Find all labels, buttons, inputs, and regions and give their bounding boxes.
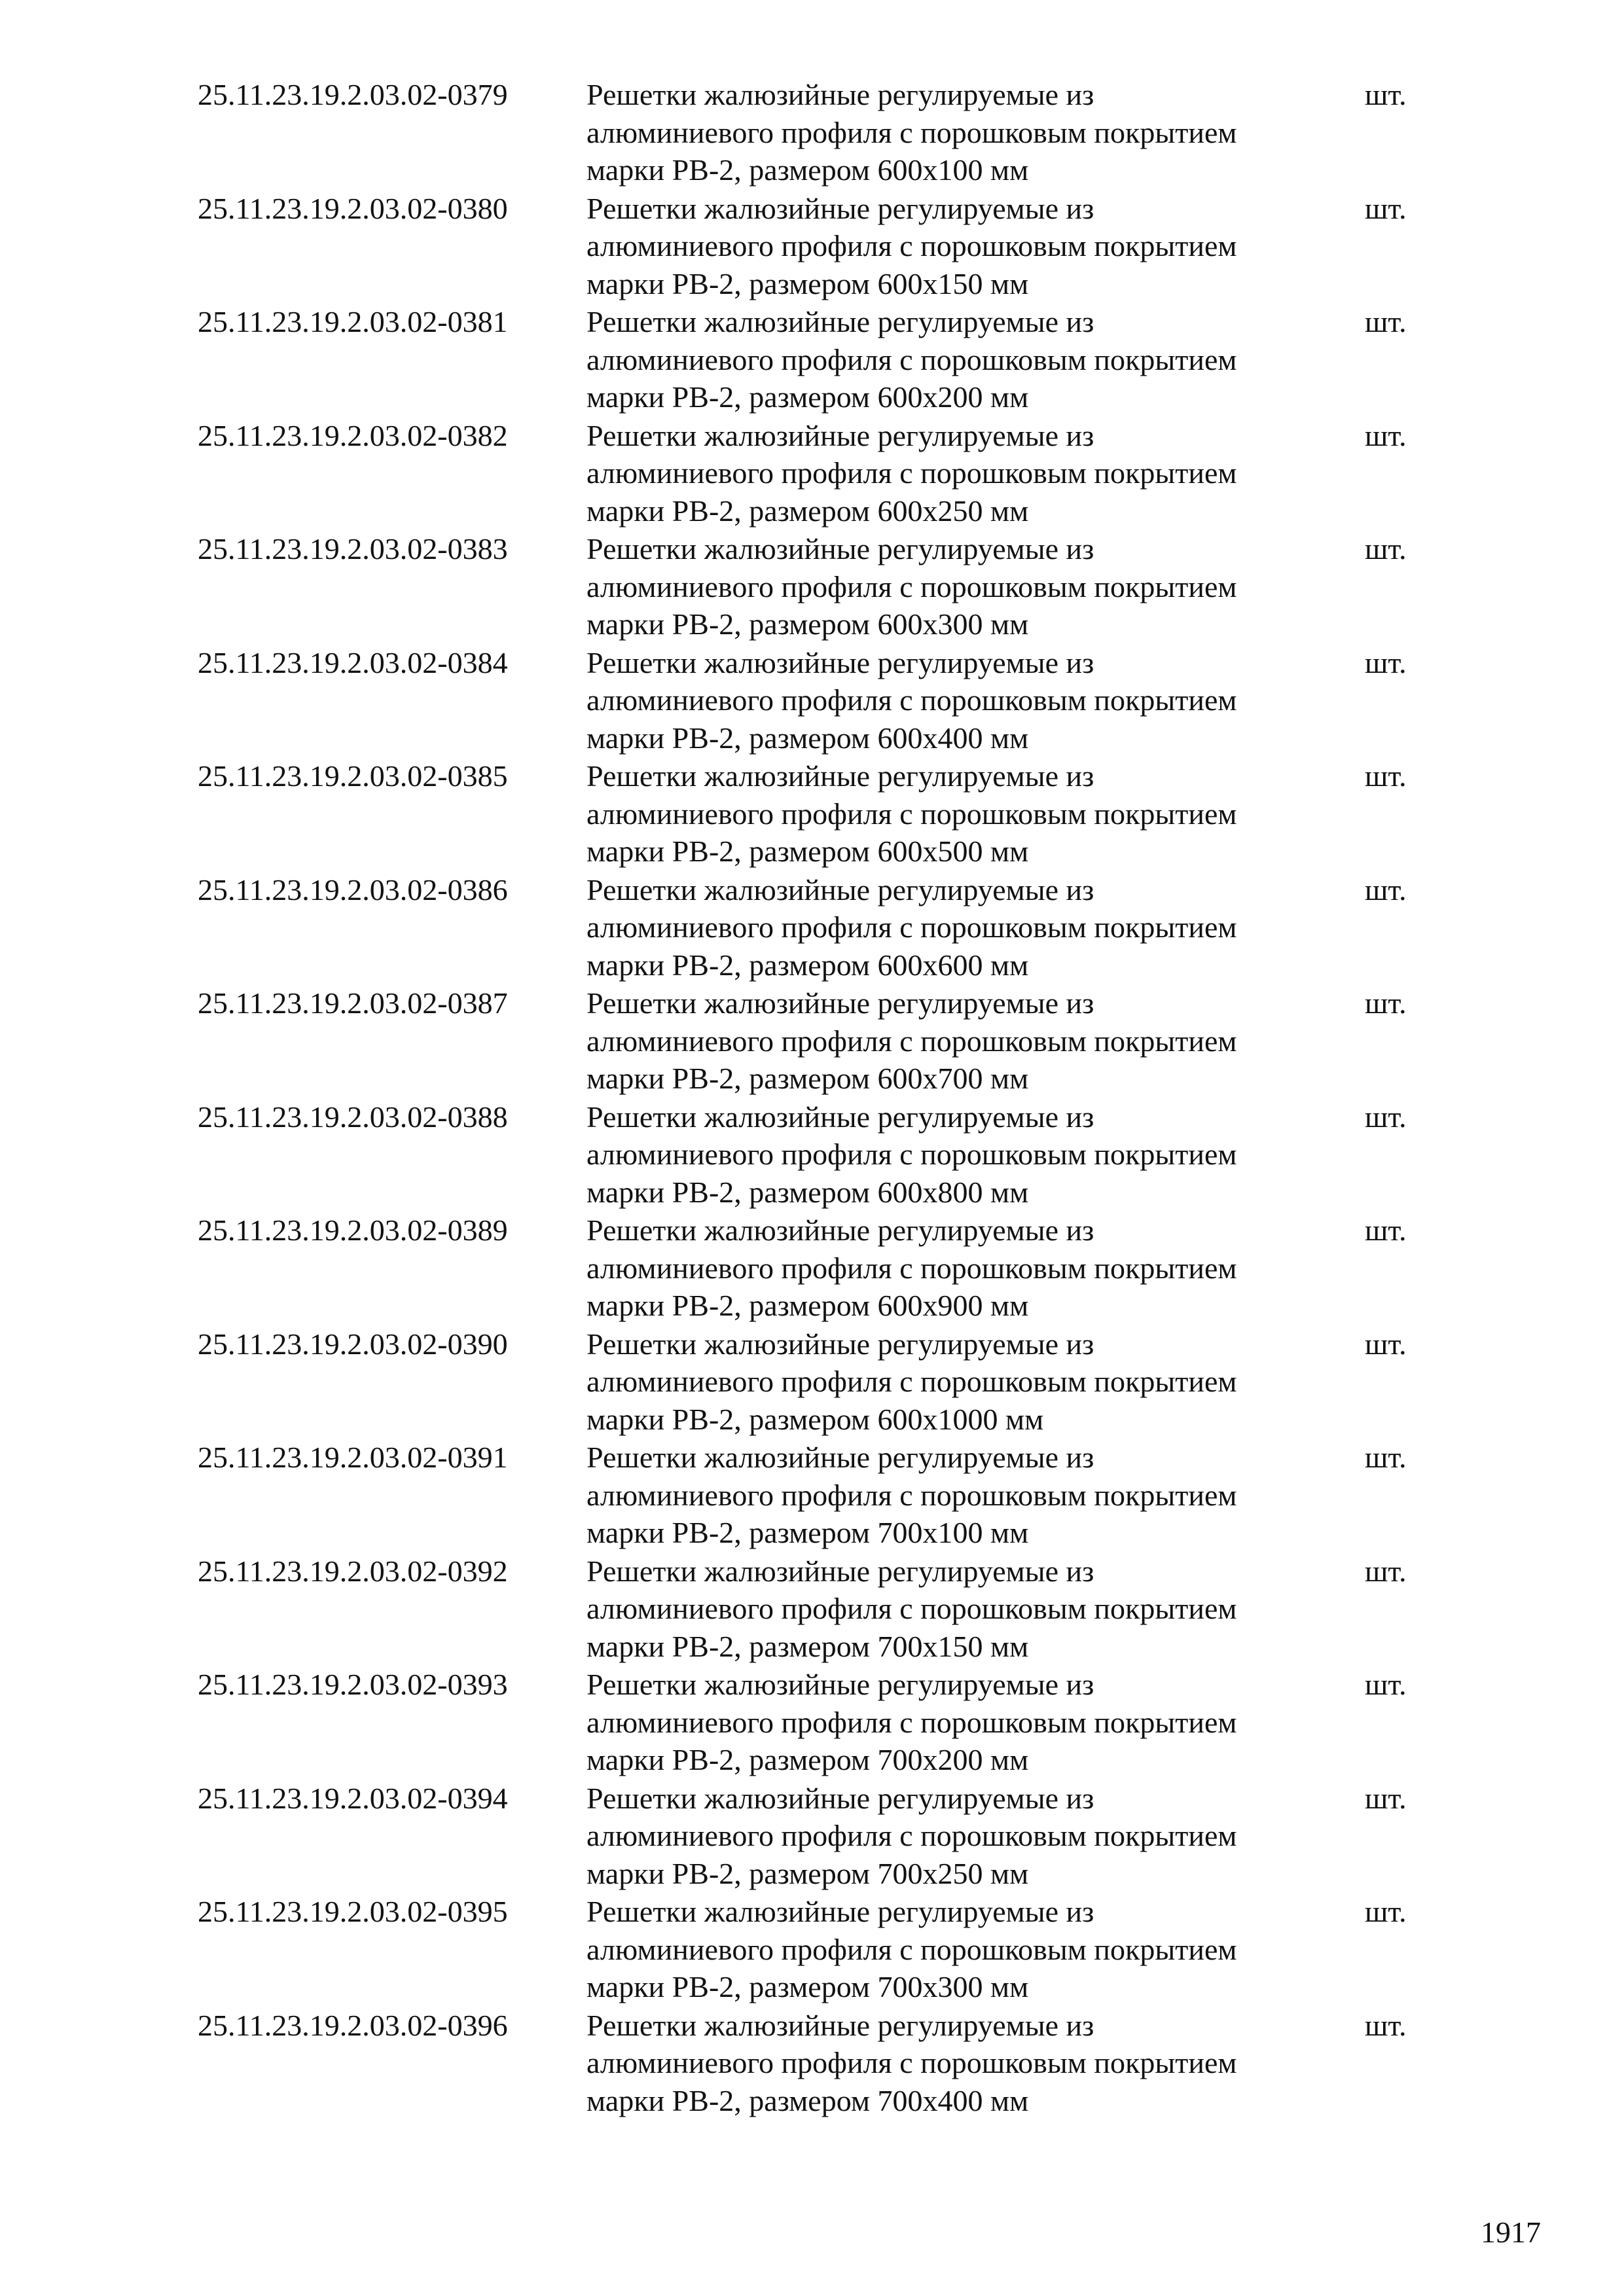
- entry-code: 25.11.23.19.2.03.02-0396: [198, 2008, 508, 2042]
- entry-description-line: Решетки жалюзийные регулируемые из: [586, 418, 1094, 452]
- entry-description: [586, 1552, 1339, 1666]
- entry-unit: шт.: [1365, 645, 1407, 679]
- catalog-list: [198, 76, 1441, 2120]
- entry-code: 25.11.23.19.2.03.02-0391: [198, 1441, 508, 1474]
- entry-description-line: марки РВ-2, размером 600х800 мм: [586, 1175, 1029, 1209]
- catalog-entry: [198, 644, 1441, 758]
- entry-description: [586, 76, 1339, 189]
- entry-unit: шт.: [1365, 1213, 1407, 1247]
- entry-code: 25.11.23.19.2.03.02-0394: [198, 1781, 508, 1815]
- catalog-entry: [198, 1098, 1441, 1212]
- entry-code: 25.11.23.19.2.03.02-0389: [198, 1213, 508, 1247]
- entry-description-line: алюминиевого профиля с порошковым покрытием: [586, 1819, 1237, 1853]
- entry-description-line: Решетки жалюзийные регулируемые из: [586, 1668, 1094, 1701]
- catalog-entry: [198, 303, 1441, 417]
- entry-description-line: Решетки жалюзийные регулируемые из: [586, 305, 1094, 338]
- entry-description-line: марки РВ-2, размером 600х200 мм: [586, 380, 1029, 414]
- entry-unit: шт.: [1365, 986, 1407, 1020]
- page-number: 1917: [1481, 2215, 1541, 2249]
- entry-unit: шт.: [1365, 191, 1407, 225]
- entry-description: [586, 984, 1339, 1098]
- entry-description-line: алюминиевого профиля с порошковым покрытием: [586, 1024, 1237, 1058]
- entry-unit: шт.: [1365, 1668, 1407, 1701]
- entry-description-line: Решетки жалюзийные регулируемые из: [586, 2008, 1094, 2042]
- catalog-entry: [198, 1780, 1441, 1893]
- entry-description-line: марки РВ-2, размером 600х1000 мм: [586, 1402, 1044, 1436]
- entry-description: [586, 1325, 1339, 1439]
- entry-description-line: алюминиевого профиля с порошковым покрытием: [586, 1138, 1237, 1172]
- entry-description-line: марки РВ-2, размером 600х900 мм: [586, 1289, 1029, 1323]
- entry-description: [586, 1439, 1339, 1552]
- entry-description-line: Решетки жалюзийные регулируемые из: [586, 1100, 1094, 1134]
- catalog-entry: [198, 1325, 1441, 1439]
- entry-description: [586, 1098, 1339, 1211]
- entry-description-line: марки РВ-2, размером 700х250 мм: [586, 1856, 1029, 1890]
- entry-code: 25.11.23.19.2.03.02-0380: [198, 191, 508, 225]
- entry-description-line: алюминиевого профиля с порошковым покрытием: [586, 797, 1237, 831]
- catalog-entry: [198, 1211, 1441, 1325]
- entry-unit: шт.: [1365, 1100, 1407, 1134]
- entry-description-line: алюминиевого профиля с порошковым покрытием: [586, 1365, 1237, 1399]
- entry-unit: шт.: [1365, 759, 1407, 793]
- entry-code: 25.11.23.19.2.03.02-0390: [198, 1327, 508, 1361]
- entry-description-line: алюминиевого профиля с порошковым покрытием: [586, 1932, 1237, 1966]
- entry-unit: шт.: [1365, 2008, 1407, 2042]
- entry-description-line: Решетки жалюзийные регулируемые из: [586, 986, 1094, 1020]
- entry-description-line: алюминиевого профиля с порошковым покрытием: [586, 2046, 1237, 2080]
- entry-code: 25.11.23.19.2.03.02-0383: [198, 532, 508, 565]
- entry-description-line: алюминиевого профиля с порошковым покрытием: [586, 1592, 1237, 1626]
- catalog-entry: [198, 1893, 1441, 2007]
- entry-description: [586, 2007, 1339, 2120]
- catalog-entry: [198, 757, 1441, 871]
- entry-description-line: Решетки жалюзийные регулируемые из: [586, 1213, 1094, 1247]
- entry-description-line: Решетки жалюзийные регулируемые из: [586, 1895, 1094, 1928]
- entry-unit: шт.: [1365, 418, 1407, 452]
- entry-description: [586, 1666, 1339, 1779]
- entry-code: 25.11.23.19.2.03.02-0382: [198, 418, 508, 452]
- catalog-entry: [198, 984, 1441, 1098]
- entry-description: [586, 417, 1339, 530]
- entry-unit: шт.: [1365, 78, 1407, 111]
- entry-code: 25.11.23.19.2.03.02-0379: [198, 78, 508, 111]
- entry-description-line: Решетки жалюзийные регулируемые из: [586, 1781, 1094, 1815]
- entry-unit: шт.: [1365, 305, 1407, 338]
- entry-code: 25.11.23.19.2.03.02-0384: [198, 645, 508, 679]
- entry-description-line: марки РВ-2, размером 600х700 мм: [586, 1062, 1029, 1096]
- entry-description-line: алюминиевого профиля с порошковым покрытием: [586, 569, 1237, 603]
- entry-description-line: марки РВ-2, размером 600х600 мм: [586, 948, 1029, 982]
- entry-description-line: алюминиевого профиля с порошковым покрытием: [586, 1251, 1237, 1285]
- catalog-entry: [198, 871, 1441, 985]
- entry-unit: шт.: [1365, 1327, 1407, 1361]
- entry-description-line: марки РВ-2, размером 700х100 мм: [586, 1516, 1029, 1550]
- entry-description-line: алюминиевого профиля с порошковым покрытием: [586, 1478, 1237, 1512]
- entry-description-line: Решетки жалюзийные регулируемые из: [586, 1554, 1094, 1588]
- catalog-entry: [198, 76, 1441, 190]
- entry-description: [586, 871, 1339, 984]
- entry-description-line: марки РВ-2, размером 600х500 мм: [586, 834, 1029, 869]
- entry-description: [586, 1893, 1339, 2006]
- entry-description-line: Решетки жалюзийные регулируемые из: [586, 759, 1094, 793]
- entry-unit: шт.: [1365, 1441, 1407, 1474]
- entry-code: 25.11.23.19.2.03.02-0385: [198, 759, 508, 793]
- entry-description: [586, 757, 1339, 870]
- entry-description-line: марки РВ-2, размером 600х250 мм: [586, 493, 1029, 528]
- entry-unit: шт.: [1365, 872, 1407, 906]
- catalog-entry: [198, 2007, 1441, 2121]
- entry-description-line: марки РВ-2, размером 600х150 мм: [586, 266, 1029, 300]
- entry-description-line: марки РВ-2, размером 600х400 мм: [586, 721, 1029, 755]
- entry-description-line: марки РВ-2, размером 700х200 мм: [586, 1743, 1029, 1777]
- entry-description-line: Решетки жалюзийные регулируемые из: [586, 1441, 1094, 1474]
- entry-description-line: алюминиевого профиля с порошковым покрытием: [586, 683, 1237, 717]
- entry-unit: шт.: [1365, 1554, 1407, 1588]
- entry-description-line: марки РВ-2, размером 600х300 мм: [586, 607, 1029, 641]
- entry-code: 25.11.23.19.2.03.02-0386: [198, 872, 508, 906]
- entry-description-line: алюминиевого профиля с порошковым покрытием: [586, 115, 1237, 149]
- entry-description-line: марки РВ-2, размером 600х100 мм: [586, 153, 1029, 187]
- entry-description-line: алюминиевого профиля с порошковым покрытием: [586, 1705, 1237, 1739]
- catalog-entry: [198, 190, 1441, 304]
- entry-description-line: Решетки жалюзийные регулируемые из: [586, 872, 1094, 906]
- entry-code: 25.11.23.19.2.03.02-0387: [198, 986, 508, 1020]
- entry-description: [586, 303, 1339, 416]
- entry-description-line: марки РВ-2, размером 700х300 мм: [586, 1970, 1029, 2004]
- entry-description-line: Решетки жалюзийные регулируемые из: [586, 191, 1094, 225]
- catalog-entry: [198, 1552, 1441, 1666]
- entry-code: 25.11.23.19.2.03.02-0392: [198, 1554, 508, 1588]
- entry-unit: шт.: [1365, 1781, 1407, 1815]
- entry-description-line: Решетки жалюзийные регулируемые из: [586, 1327, 1094, 1361]
- entry-description: [586, 1780, 1339, 1893]
- entry-description-line: марки РВ-2, размером 700х400 мм: [586, 2083, 1029, 2117]
- entry-description-line: алюминиевого профиля с порошковым покрытием: [586, 229, 1237, 263]
- entry-code: 25.11.23.19.2.03.02-0395: [198, 1895, 508, 1928]
- entry-description-line: марки РВ-2, размером 700х150 мм: [586, 1629, 1029, 1663]
- catalog-entry: [198, 530, 1441, 644]
- entry-code: 25.11.23.19.2.03.02-0388: [198, 1100, 508, 1134]
- entry-description-line: Решетки жалюзийные регулируемые из: [586, 78, 1094, 111]
- entry-code: 25.11.23.19.2.03.02-0381: [198, 305, 508, 338]
- entry-description: [586, 1211, 1339, 1325]
- entry-description: [586, 644, 1339, 757]
- catalog-entry: [198, 1439, 1441, 1552]
- entry-code: 25.11.23.19.2.03.02-0393: [198, 1668, 508, 1701]
- entry-description: [586, 190, 1339, 303]
- entry-unit: шт.: [1365, 1895, 1407, 1928]
- entry-description-line: алюминиевого профиля с порошковым покрытием: [586, 456, 1237, 490]
- catalog-entry: [198, 417, 1441, 531]
- entry-description-line: Решетки жалюзийные регулируемые из: [586, 532, 1094, 565]
- entry-unit: шт.: [1365, 532, 1407, 565]
- catalog-entry: [198, 1666, 1441, 1780]
- entry-description-line: алюминиевого профиля с порошковым покрытием: [586, 910, 1237, 944]
- entry-description-line: Решетки жалюзийные регулируемые из: [586, 645, 1094, 679]
- entry-description-line: алюминиевого профиля с порошковым покрытием: [586, 342, 1237, 376]
- entry-description: [586, 530, 1339, 643]
